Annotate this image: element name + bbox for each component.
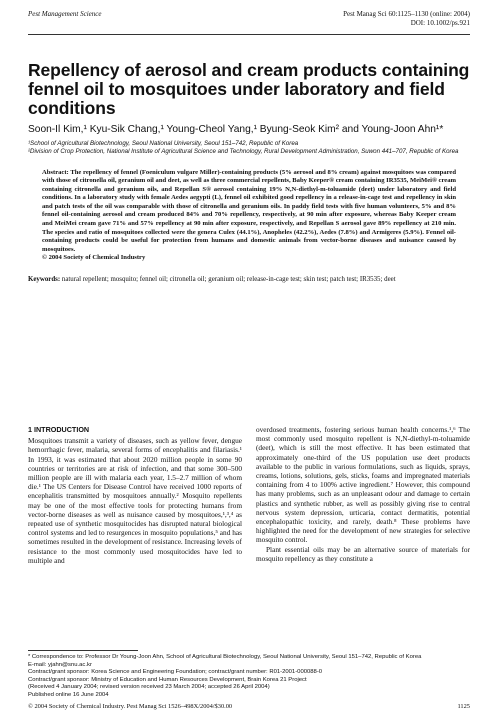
intro-paragraph-1-cont: overdosed treatments, fostering serious human health concerns.¹,⁶ The most commonly used mosquito repellent is N,N-diethyl-m-toluamide (deet), which is still the most effective. It has been estimated that approximately one-third of the US population use deet products available to the public in various formulations, such as liquids, sprays, creams, lotions, solutions, gels, sticks, foams and impregnated materials containing from 4 to 100% active ingredient.⁷ However, this compound has many problems, such as an unpleasant odour and damage to certain plastics and synthetic rubber, as well as possibly giving rise to central nervous system depression, urticaria, contact dermatitis, potential encephalopathic toxicity, and rarely, death.⁸ These problems have highlighted the need for the development of new strategies for selective mosquito control. <box>256 425 470 545</box>
affiliation-2: ²Division of Crop Protection, National Institute of Agricultural Science and Technology, Rural Development Administration, Suwon 441–707, Republic of Korea <box>28 148 459 155</box>
paper-page <box>28 10 470 710</box>
citation-block <box>343 10 470 27</box>
right-column <box>256 425 470 563</box>
footnotes <box>28 650 470 700</box>
published-date: Published online 16 June 2004 <box>28 691 109 698</box>
left-column <box>28 425 242 565</box>
affiliation-1: ¹School of Agricultural Biotechnology, Seoul National University, Seoul 151–742, Republic of Korea <box>28 139 299 147</box>
author-list: Soon-Il Kim,¹ Kyu-Sik Chang,¹ Young-Cheol Yang,¹ Byung-Seok Kim² and Young-Joon Ahn¹* <box>28 124 444 135</box>
doi: DOI: 10.1002/ps.921 <box>410 18 470 27</box>
running-header <box>28 10 470 34</box>
section-heading: 1 INTRODUCTION <box>28 425 90 434</box>
grant-1: Contract/grant sponsor: Korea Science and Engineering Foundation; contract/grant number: R01-2001-000088-0 <box>28 669 323 676</box>
citation: Pest Manag Sci 60:1125–1130 (online: 2004) <box>343 10 470 18</box>
abstract-text: The repellency of fennel (Foeniculum vulgare Miller)-containing products (5% aerosol and 8% cream) against mosquitoes was compared with those of citronella oil, geranium oil and deet, as well as three commercial repellents, Baby Keeper® cream containing IR3535, MeiMei® cream containing citronella and geranium oils, and Repellan S® aerosol containing 19% N,N-diethyl-m-toluamide (deet) under laboratory and field conditions. In a laboratory study with female Aedes aegypti (L), fennel oil exhibited good repellency in a release-in-cage test and repellency in skin and patch tests of the oil was comparable with those of citronella and geranium oils. In paddy field tests with five human volunteers, 5% and 8% fennel oil-containing aerosol and cream produced 84% and 70% repellency, respectively, at 90 min after exposure, whereas Baby Keeper cream and MeiMei cream gave 71% and 57% repellency at 90 min after exposure, respectively, and Repellan S aerosol gave 89% repellency at 210 min. The species and ratio of mosquitoes collected were the genera Culex (44.1%), Anopheles (42.2%), Aedes (7.8%) and Armigeres (5.9%). Fennel oil-containing products could be useful for protection from humans and domestic animals from vector-borne diseases and nuisance caused by mosquitoes. <box>42 168 457 253</box>
page-footer <box>28 703 470 710</box>
page-number: 1125 <box>457 703 470 710</box>
abstract-label: Abstract: <box>42 168 69 176</box>
grant-2: Contract/grant sponsor: Ministry of Education and Human Resources Development, Brain Korea 21 Project <box>28 676 307 683</box>
email: E-mail: yjahn@snu.ac.kr <box>28 661 92 668</box>
correspondence: * Correspondence to: Professor Dr Young-Joon Ahn, School of Agricultural Biotechnology, Seoul National University, Seoul 151–742, Republic of Korea <box>28 654 422 660</box>
keywords-label: Keywords: <box>28 276 61 284</box>
received-dates: (Received 4 January 2004; revised version received 23 March 2004; accepted 26 April 2004) <box>28 684 270 691</box>
header-rule <box>28 34 470 35</box>
keywords <box>28 276 470 285</box>
abstract <box>42 169 456 264</box>
abstract-copyright: © 2004 Society of Chemical Industry <box>42 254 146 262</box>
body-columns <box>28 425 470 637</box>
paper-title: Repellency of aerosol and cream products containing fennel oil to mosquitoes under laboratory and field conditions <box>28 60 470 118</box>
journal-name: Pest Management Science <box>28 10 102 18</box>
footnote-rule <box>28 650 138 651</box>
intro-paragraph-1: Mosquitoes transmit a variety of diseases, such as yellow fever, dengue hemorrhagic fever, malaria, several forms of encephalitis and filariasis.¹ In 1993, it was estimated that about 2020 million people in some 90 countries or territories are at risk of infection, and that some 300–500 million people are ill with malaria each year, 1.5–2.7 million of whom die.¹ The US Centers for Disease Control have received 1000 reports of encephalitis transmitted by mosquitoes annually.² Mosquito repellents may be one of the most effective tools for protecting humans from vector-borne diseases as well as nuisance caused by mosquitoes,¹,³,⁴ as repeated use of synthetic mosquitocides has disrupted natural biological control systems and led to resurgences in mosquito populations,⁵ and has sometimes resulted in the development of resistance. Increasing levels of resistance to the most commonly used mosquitocides have led to multiple and <box>28 436 242 565</box>
keywords-text: natural repellent; mosquito; fennel oil; citronella oil; geranium oil; release-in-cage test; skin test; patch test; IR3535; deet <box>61 276 396 284</box>
intro-paragraph-2: Plant essential oils may be an alternative source of materials for mosquito repellency as they constitute a <box>256 544 470 563</box>
footer-copyright: © 2004 Society of Chemical Industry. Pest Manag Sci 1526–498X/2004/$30.00 <box>28 703 233 710</box>
